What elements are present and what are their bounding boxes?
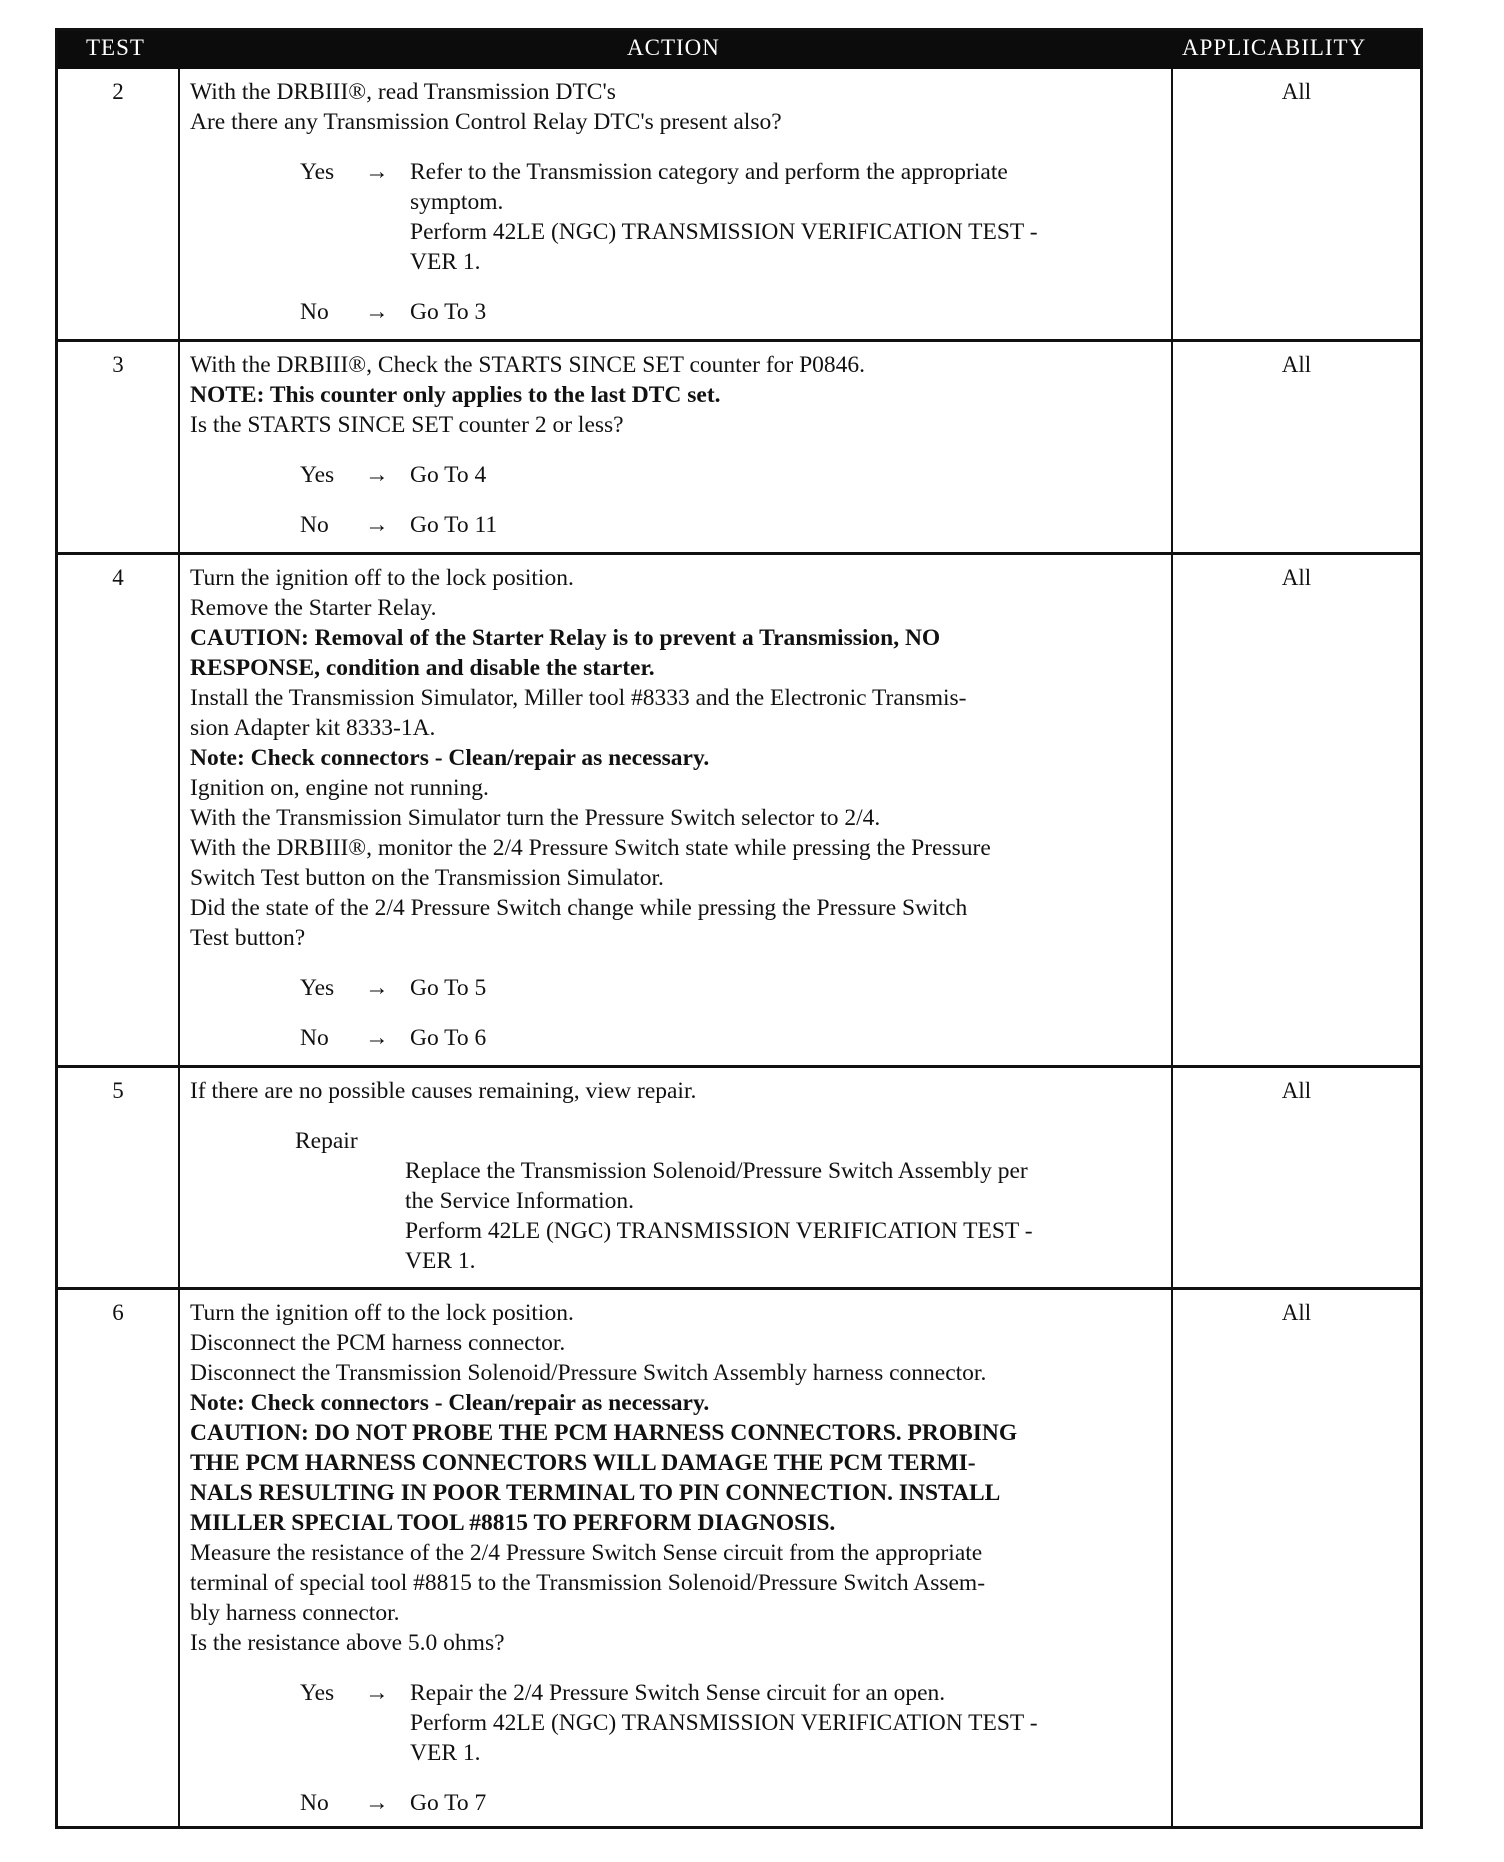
answer-text: VER 1. bbox=[410, 1740, 481, 1766]
yes-answer bbox=[190, 1678, 1175, 1708]
table-row bbox=[58, 1068, 1420, 1287]
action-cell bbox=[190, 1298, 1175, 1818]
goto-link[interactable]: Go To 3 bbox=[410, 299, 487, 325]
arrow-icon: → bbox=[365, 159, 389, 185]
repair-text: Perform 42LE (NGC) TRANSMISSION VERIFICATION TEST - bbox=[405, 1218, 1033, 1244]
note-line: Note: Check connectors - Clean/repair as necessary. bbox=[190, 745, 710, 771]
test-number: 6 bbox=[112, 1300, 124, 1325]
goto-link[interactable]: Go To 4 bbox=[410, 462, 487, 488]
action-line: Disconnect the Transmission Solenoid/Pressure Switch Assembly harness connector. bbox=[190, 1360, 987, 1386]
no-answer bbox=[190, 1788, 1175, 1818]
goto-link[interactable]: Go To 6 bbox=[410, 1025, 487, 1051]
applicability-value: All bbox=[1281, 1078, 1312, 1103]
action-line: Ignition on, engine not running. bbox=[190, 775, 489, 801]
action-cell bbox=[190, 350, 1175, 540]
yes-label: Yes bbox=[300, 159, 335, 185]
diagnostic-table bbox=[55, 28, 1423, 1829]
action-cell bbox=[190, 77, 1175, 327]
answer-text: VER 1. bbox=[410, 249, 481, 275]
action-line: If there are no possible causes remaining, view repair. bbox=[190, 1078, 697, 1104]
arrow-icon: → bbox=[365, 512, 389, 538]
arrow-icon: → bbox=[365, 1790, 389, 1816]
action-line: Disconnect the PCM harness connector. bbox=[190, 1330, 566, 1356]
action-line: Turn the ignition off to the lock position. bbox=[190, 1300, 574, 1326]
goto-link[interactable]: Go To 7 bbox=[410, 1790, 487, 1816]
header-action: ACTION bbox=[627, 35, 720, 60]
action-line: Test button? bbox=[190, 925, 306, 951]
arrow-icon: → bbox=[365, 975, 389, 1001]
action-cell bbox=[190, 563, 1175, 1053]
yes-label: Yes bbox=[300, 975, 335, 1001]
arrow-icon: → bbox=[365, 462, 389, 488]
table-row bbox=[58, 69, 1420, 339]
action-line: Switch Test button on the Transmission Simulator. bbox=[190, 865, 664, 891]
caution-line: THE PCM HARNESS CONNECTORS WILL DAMAGE THE PCM TERMI- bbox=[190, 1450, 976, 1476]
no-answer bbox=[190, 510, 1175, 540]
table-row bbox=[58, 555, 1420, 1065]
test-number: 2 bbox=[112, 79, 124, 104]
action-line: Is the resistance above 5.0 ohms? bbox=[190, 1630, 505, 1656]
note-line: Note: Check connectors - Clean/repair as necessary. bbox=[190, 1390, 710, 1416]
caution-line: CAUTION: Removal of the Starter Relay is to prevent a Transmission, NO bbox=[190, 625, 941, 651]
test-number: 3 bbox=[112, 352, 124, 377]
action-cell bbox=[190, 1076, 1175, 1276]
no-label: No bbox=[300, 512, 329, 538]
action-line: Turn the ignition off to the lock position. bbox=[190, 565, 574, 591]
no-label: No bbox=[300, 1790, 329, 1816]
answer-text: Perform 42LE (NGC) TRANSMISSION VERIFICATION TEST - bbox=[410, 1710, 1038, 1736]
yes-label: Yes bbox=[300, 1680, 335, 1706]
action-line: With the Transmission Simulator turn the Pressure Switch selector to 2/4. bbox=[190, 805, 881, 831]
action-line: bly harness connector. bbox=[190, 1600, 400, 1626]
arrow-icon: → bbox=[365, 299, 389, 325]
no-answer bbox=[190, 297, 1175, 327]
arrow-icon: → bbox=[365, 1025, 389, 1051]
table-row bbox=[58, 1290, 1420, 1826]
yes-answer bbox=[190, 973, 1175, 1003]
no-answer bbox=[190, 1023, 1175, 1053]
applicability-value: All bbox=[1281, 565, 1312, 590]
caution-line: CAUTION: DO NOT PROBE THE PCM HARNESS CONNECTORS. PROBING bbox=[190, 1420, 1018, 1446]
action-line: With the DRBIII®, Check the STARTS SINCE SET counter for P0846. bbox=[190, 352, 866, 378]
table-row bbox=[58, 342, 1420, 552]
repair-text: VER 1. bbox=[405, 1248, 476, 1274]
goto-link[interactable]: Go To 11 bbox=[410, 512, 498, 538]
header-test: TEST bbox=[86, 35, 145, 60]
action-line: Did the state of the 2/4 Pressure Switch change while pressing the Pressure Switch bbox=[190, 895, 968, 921]
yes-answer bbox=[190, 157, 1175, 187]
answer-text: symptom. bbox=[410, 189, 504, 215]
action-line: terminal of special tool #8815 to the Transmission Solenoid/Pressure Switch Assem- bbox=[190, 1570, 986, 1596]
arrow-icon: → bbox=[365, 1680, 389, 1706]
action-line: Is the STARTS SINCE SET counter 2 or less? bbox=[190, 412, 624, 438]
note-line: NOTE: This counter only applies to the last DTC set. bbox=[190, 382, 721, 408]
goto-link[interactable]: Go To 5 bbox=[410, 975, 487, 1001]
repair-text: the Service Information. bbox=[405, 1188, 635, 1214]
action-line: sion Adapter kit 8333-1A. bbox=[190, 715, 436, 741]
header-applicability: APPLICABILITY bbox=[1182, 35, 1367, 60]
action-line: With the DRBIII®, monitor the 2/4 Pressure Switch state while pressing the Pressure bbox=[190, 835, 991, 861]
yes-answer bbox=[190, 460, 1175, 490]
caution-line: RESPONSE, condition and disable the starter. bbox=[190, 655, 655, 681]
answer-text: Refer to the Transmission category and perform the appropriate bbox=[410, 159, 1008, 185]
table-header bbox=[58, 31, 1420, 69]
action-line: With the DRBIII®, read Transmission DTC's bbox=[190, 79, 616, 105]
no-label: No bbox=[300, 1025, 329, 1051]
applicability-value: All bbox=[1281, 352, 1312, 377]
repair-text: Replace the Transmission Solenoid/Pressure Switch Assembly per bbox=[405, 1158, 1028, 1184]
action-line: Are there any Transmission Control Relay DTC's present also? bbox=[190, 109, 782, 135]
no-label: No bbox=[300, 299, 329, 325]
action-line: Remove the Starter Relay. bbox=[190, 595, 437, 621]
yes-label: Yes bbox=[300, 462, 335, 488]
action-line: Measure the resistance of the 2/4 Pressure Switch Sense circuit from the appropriate bbox=[190, 1540, 983, 1566]
applicability-value: All bbox=[1281, 1300, 1312, 1325]
caution-line: MILLER SPECIAL TOOL #8815 TO PERFORM DIAGNOSIS. bbox=[190, 1510, 836, 1536]
answer-text: Repair the 2/4 Pressure Switch Sense circuit for an open. bbox=[410, 1680, 946, 1706]
answer-text: Perform 42LE (NGC) TRANSMISSION VERIFICATION TEST - bbox=[410, 219, 1038, 245]
test-number: 4 bbox=[112, 565, 124, 590]
action-line: Install the Transmission Simulator, Miller tool #8333 and the Electronic Transmis- bbox=[190, 685, 967, 711]
caution-line: NALS RESULTING IN POOR TERMINAL TO PIN CONNECTION. INSTALL bbox=[190, 1480, 1001, 1506]
repair-label: Repair bbox=[295, 1128, 358, 1154]
applicability-value: All bbox=[1281, 79, 1312, 104]
test-number: 5 bbox=[112, 1078, 124, 1103]
